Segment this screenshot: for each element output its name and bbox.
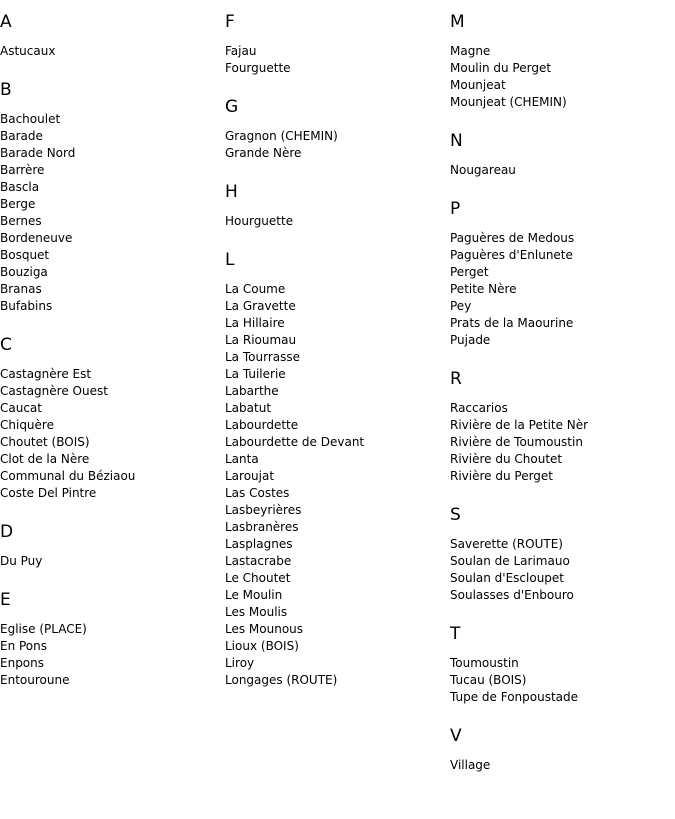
letter-group — [0, 335, 220, 502]
place-link[interactable]: Castagnère Ouest — [0, 384, 108, 398]
letter-group — [0, 80, 220, 315]
place-link[interactable]: Castagnère Est — [0, 367, 92, 381]
place-link[interactable]: La Coume — [225, 282, 286, 296]
letter-heading: C — [0, 335, 12, 355]
place-link[interactable]: Coste Del Pintre — [0, 486, 97, 500]
place-link[interactable]: Fourguette — [225, 61, 291, 75]
place-list — [0, 111, 220, 315]
place-link[interactable]: Bosquet — [0, 248, 50, 262]
place-link[interactable]: La Tourrasse — [225, 350, 300, 364]
place-link[interactable]: Barade — [0, 129, 43, 143]
place-link[interactable]: Du Puy — [0, 554, 43, 568]
place-link[interactable]: Caucat — [0, 401, 42, 415]
index-column-1 — [0, 0, 220, 709]
place-link[interactable]: En Pons — [0, 639, 48, 653]
place-link[interactable]: Hourguette — [225, 214, 294, 228]
letter-group — [0, 12, 220, 60]
place-link[interactable]: Rivière du Perget — [450, 469, 554, 483]
place-list — [225, 281, 445, 689]
letter-group — [225, 182, 445, 230]
letter-group — [450, 199, 670, 349]
letter-heading: N — [450, 131, 463, 151]
place-link[interactable]: Longages (ROUTE) — [225, 673, 338, 687]
place-list — [450, 230, 670, 349]
place-link[interactable]: Saverette (ROUTE) — [450, 537, 563, 551]
place-link[interactable]: Rivière de Toumoustin — [450, 435, 583, 449]
place-list — [225, 213, 445, 230]
place-link[interactable]: Pujade — [450, 333, 491, 347]
place-link[interactable]: Rivière de la Petite Nèr — [450, 418, 589, 432]
letter-heading: V — [450, 726, 462, 746]
place-link[interactable]: La Tuilerie — [225, 367, 286, 381]
letter-group — [225, 250, 445, 689]
letter-heading: S — [450, 505, 461, 525]
place-list — [225, 128, 445, 162]
letter-group — [450, 369, 670, 485]
place-list — [225, 43, 445, 77]
index-column-2 — [225, 0, 445, 709]
place-link[interactable]: Magne — [450, 44, 491, 58]
place-list — [450, 162, 670, 179]
place-link[interactable]: Clot de la Nère — [0, 452, 90, 466]
place-list — [450, 400, 670, 485]
place-link[interactable]: Tucau (BOIS) — [450, 673, 527, 687]
letter-group — [0, 590, 220, 689]
place-link[interactable]: Bufabins — [0, 299, 53, 313]
letter-heading: A — [0, 12, 12, 32]
letter-heading: G — [225, 97, 239, 117]
letter-group — [450, 726, 670, 774]
place-link[interactable]: Pey — [450, 299, 472, 313]
place-link[interactable]: Labourdette — [225, 418, 299, 432]
place-link[interactable]: Le Choutet — [225, 571, 291, 585]
place-link[interactable]: Prats de la Maourine — [450, 316, 574, 330]
place-list — [450, 655, 670, 706]
place-link[interactable]: Raccarios — [450, 401, 508, 415]
letter-group — [225, 12, 445, 77]
place-link[interactable]: Rivière du Choutet — [450, 452, 563, 466]
place-link[interactable]: La Rioumau — [225, 333, 297, 347]
place-link[interactable]: Labatut — [225, 401, 272, 415]
letter-heading: L — [225, 250, 235, 270]
place-link[interactable]: Lastacrabe — [225, 554, 292, 568]
place-link[interactable]: Bascla — [0, 180, 40, 194]
place-link[interactable]: Fajau — [225, 44, 257, 58]
place-link[interactable]: Lioux (BOIS) — [225, 639, 299, 653]
place-list — [450, 43, 670, 111]
place-link[interactable]: Eglise (PLACE) — [0, 622, 87, 636]
place-link[interactable]: Laroujat — [225, 469, 275, 483]
place-link[interactable]: Bachoulet — [0, 112, 61, 126]
place-link[interactable]: Petite Nère — [450, 282, 517, 296]
place-link[interactable]: Liroy — [225, 656, 255, 670]
place-link[interactable]: Barade Nord — [0, 146, 76, 160]
place-link[interactable]: Soulan d'Escloupet — [450, 571, 565, 585]
place-list — [0, 43, 220, 60]
place-link[interactable]: Astucaux — [0, 44, 56, 58]
place-link[interactable]: Lasbranères — [225, 520, 299, 534]
letter-group — [450, 131, 670, 179]
place-link[interactable]: Mounjeat — [450, 78, 506, 92]
letter-group — [225, 97, 445, 162]
place-link[interactable]: Toumoustin — [450, 656, 519, 670]
place-link[interactable]: Bernes — [0, 214, 42, 228]
place-link[interactable]: Labarthe — [225, 384, 279, 398]
letter-heading: T — [450, 624, 461, 644]
letter-heading: D — [0, 522, 14, 542]
place-list — [450, 757, 670, 774]
letter-group — [0, 522, 220, 570]
place-list — [450, 536, 670, 604]
place-link[interactable]: Village — [450, 758, 491, 772]
letter-heading: M — [450, 12, 465, 32]
place-link[interactable]: Communal du Béziaou — [0, 469, 136, 483]
place-list — [0, 366, 220, 502]
place-link[interactable]: Chiquère — [0, 418, 54, 432]
place-link[interactable]: Lasplagnes — [225, 537, 293, 551]
place-link[interactable]: Soulan de Larimauo — [450, 554, 570, 568]
letter-heading: P — [450, 199, 461, 219]
place-list — [0, 553, 220, 570]
letter-group — [450, 624, 670, 706]
place-link[interactable]: Bouziga — [0, 265, 48, 279]
place-link[interactable]: Le Moulin — [225, 588, 283, 602]
place-link[interactable]: Barrère — [0, 163, 45, 177]
place-link[interactable]: Paguères de Medous — [450, 231, 575, 245]
place-link[interactable]: Choutet (BOIS) — [0, 435, 90, 449]
index-column-3 — [450, 0, 670, 794]
letter-heading: R — [450, 369, 462, 389]
place-link[interactable]: Moulin du Perget — [450, 61, 552, 75]
place-link[interactable]: Lanta — [225, 452, 259, 466]
place-link[interactable]: Soulasses d'Enbouro — [450, 588, 574, 602]
letter-group — [450, 12, 670, 111]
place-link[interactable]: Les Moulis — [225, 605, 288, 619]
place-link[interactable]: Labourdette de Devant — [225, 435, 365, 449]
letter-heading: F — [225, 12, 235, 32]
place-link[interactable]: Nougareau — [450, 163, 516, 177]
letter-heading: B — [0, 80, 12, 100]
place-link[interactable]: Perget — [450, 265, 489, 279]
place-link[interactable]: Les Mounous — [225, 622, 304, 636]
place-list — [0, 621, 220, 689]
place-link[interactable]: Grande Nère — [225, 146, 302, 160]
place-link[interactable]: Enpons — [0, 656, 45, 670]
place-link[interactable]: Las Costes — [225, 486, 290, 500]
letter-heading: E — [0, 590, 11, 610]
place-link[interactable]: La Gravette — [225, 299, 296, 313]
place-link[interactable]: Bordeneuve — [0, 231, 73, 245]
place-link[interactable]: Entouroune — [0, 673, 70, 687]
place-link[interactable]: Berge — [0, 197, 36, 211]
place-link[interactable]: Gragnon (CHEMIN) — [225, 129, 338, 143]
letter-group — [450, 505, 670, 604]
place-link[interactable]: Branas — [0, 282, 42, 296]
letter-heading: H — [225, 182, 238, 202]
place-link[interactable]: Paguères d'Enlunete — [450, 248, 573, 262]
place-link[interactable]: Tupe de Fonpoustade — [450, 690, 579, 704]
place-link[interactable]: Lasbeyrières — [225, 503, 302, 517]
place-link[interactable]: Mounjeat (CHEMIN) — [450, 95, 567, 109]
place-link[interactable]: La Hillaire — [225, 316, 285, 330]
